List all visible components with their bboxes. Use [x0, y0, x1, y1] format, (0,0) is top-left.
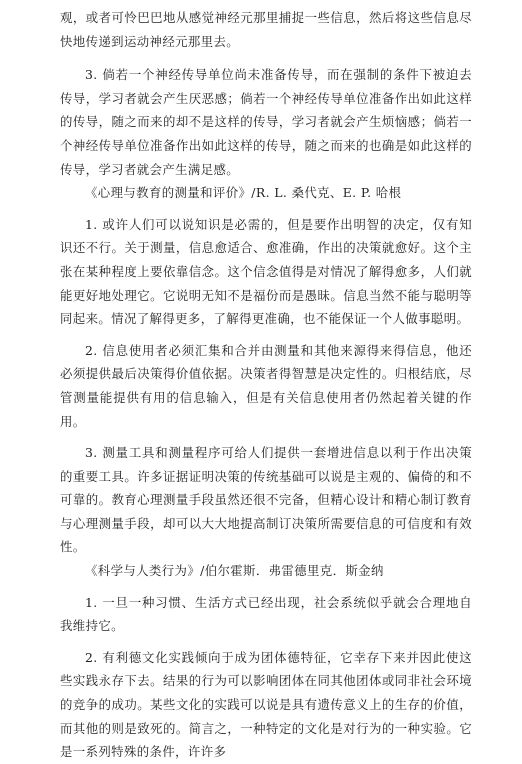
paragraph-skinner-2: 2. 有利德文化实践倾向于成为团体德特征，它幸存下来并因此使这些实践永存下去。结果的行为可以影响团体在同其他团体或同非社会环境的竞争的成功。某些文化的实践可以说是具有遗传意义上的生存的价值，而其他的则是致死的。简言之，一种特定的文化是对行为的一种实验。它是一系列特殊的条件，许许多: [60, 649, 472, 760]
paragraph-continuation: 观，或者可怜巴巴地从感觉神经元那里捕捉一些信息，然后将这些信息尽快地传递到运动神经元那里去。: [60, 10, 472, 49]
paragraph-skinner-1: 1. 一旦一种习惯、生活方式已经出现，社会系统似乎就会合理地自我维持它。: [60, 594, 472, 634]
paragraph-measurement-3: 3. 测量工具和测量程序可给人们提供一套增进信息以利于作出决策的重要工具。许多证据证明决策的传统基础可以说是主观的、偏倚的和不可靠的。教育心理测量手段虽然还很不完备，但精心设计和精心制订教育与心理测量手段，却可以大大地提高制订决策所需要信息的可信度和有效性。: [60, 445, 472, 555]
paragraph-thorndike-3: 3. 倘若一个神经传导单位尚未准备传导，而在强制的条件下被迫去传导，学习者就会产生厌恶感；倘若一个神经传导单位准备作出如此这样的传导，随之而来的却不是这样的传导，学习者就会产生烦恼感；倘若一个神经传导单位准备作出如此这样的传导，随之而来的也确是如此这样的传导，学习者就会产生满足感。: [60, 67, 472, 177]
source-title-measurement-evaluation: 《心理与教育的测量和评价》/R. L. 桑代克、E. P. 哈根: [85, 185, 402, 201]
paragraph-measurement-1: 1. 或许人们可以说知识是必需的，但是要作出明智的决定，仅有知识还不行。关于测量，信息愈适合、愈准确，作出的决策就愈好。这个主张在某种程度上要依靠信念。这个信念值得是对情况了解得愈多，人们就能更好地处理它。它说明无知不是福份而是愚昧。信息当然不能与聪明等同起来。情况了解得更多，了解得更准确，也不能保证一个人做事聪明。: [60, 216, 472, 327]
source-title-science-human-behavior: 《科学与人类行为》/伯尔霍斯．弗雷德里克．斯金纳: [85, 563, 384, 579]
paragraph-measurement-2: 2. 信息使用者必须汇集和合并由测量和其他来源得来得信息，他还必须提供最后决策得价值依据。决策者得智慧是决定性的。归根结底，尽管测量能提供有用的信息输入，但是有关信息使用者仍然起着关键的作用。: [60, 342, 472, 429]
